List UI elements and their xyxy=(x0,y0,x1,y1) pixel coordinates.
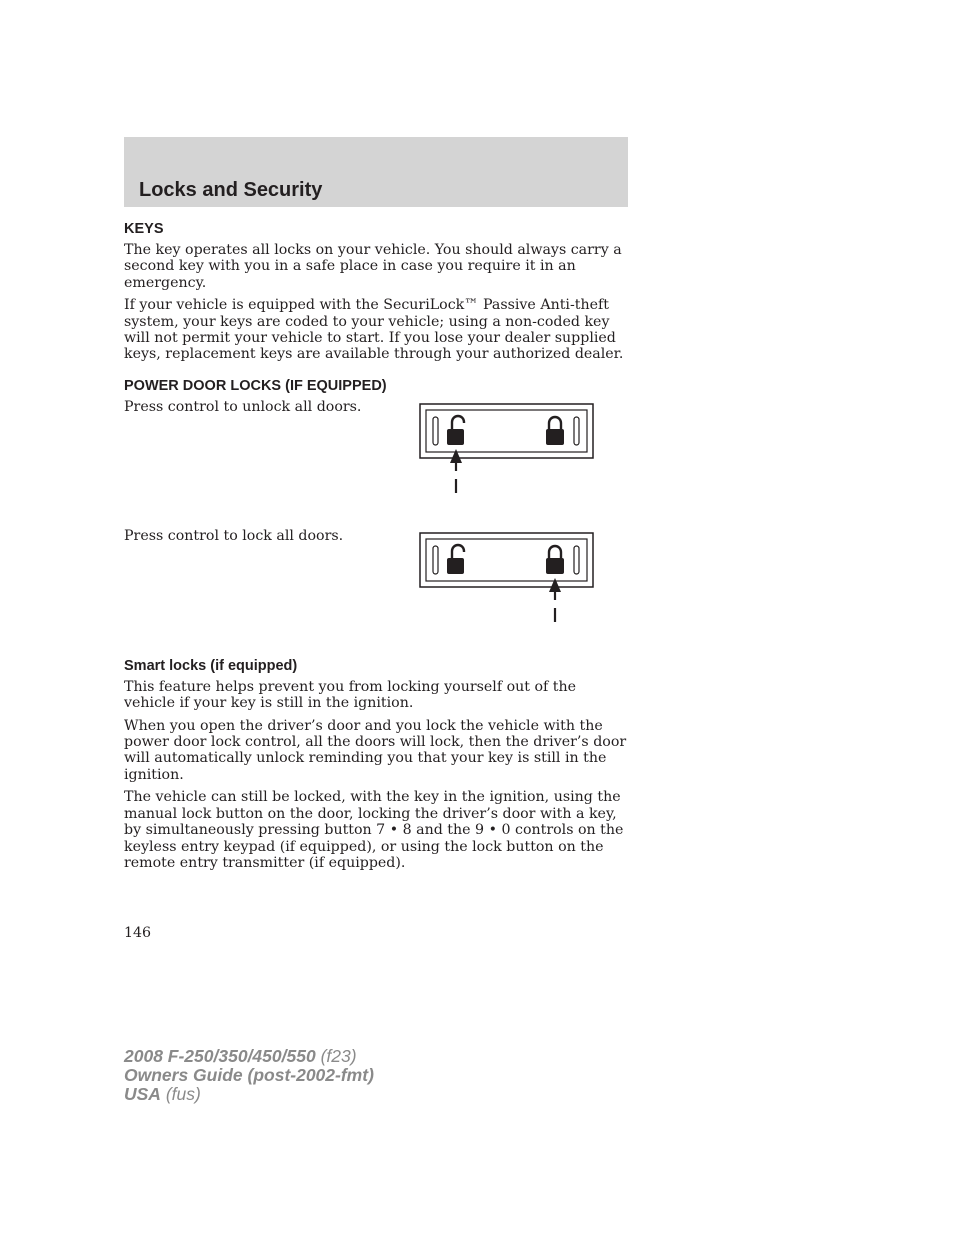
lock-switch-diagram xyxy=(419,532,595,628)
keys-paragraph-2: If your vehicle is equipped with the SecuriLock™ Passive Anti-theft system, your keys are coded to your vehicle; using a non-coded key will not permit your vehicle to start. If you lose your dealer supplied keys, replacement keys are available through your authorized dealer. xyxy=(124,297,624,363)
page-number: 146 xyxy=(124,925,152,941)
unlocked-padlock-icon xyxy=(447,416,464,445)
document-footer xyxy=(124,1047,374,1104)
footer-line-2 xyxy=(124,1066,374,1085)
footer-line-3 xyxy=(124,1085,374,1104)
unlocked-padlock-icon xyxy=(447,545,464,574)
arrow-up-icon xyxy=(450,449,462,493)
unlock-caption: Press control to unlock all doors. xyxy=(124,398,362,415)
footer-guide: Owners Guide (post-2002-fmt) xyxy=(124,1065,374,1085)
unlock-figure-row xyxy=(124,399,628,528)
smart-locks-paragraph-1: This feature helps prevent you from locking yourself out of the vehicle if your key is still in the ignition. xyxy=(124,678,577,712)
footer-line-1 xyxy=(124,1047,374,1066)
footer-market-code: (fus) xyxy=(165,1084,201,1104)
power-door-locks-heading: POWER DOOR LOCKS (IF EQUIPPED) xyxy=(124,377,387,394)
smart-locks-paragraph-2: When you open the driver’s door and you lock the vehicle with the power door lock control, all the doors will lock, then the driver’s door will automatically unlock reminding you that your key is still in the ignition. xyxy=(124,717,627,783)
unlock-switch-diagram xyxy=(419,403,595,499)
smart-locks-heading: Smart locks (if equipped) xyxy=(124,657,298,674)
smart-locks-paragraph-3: The vehicle can still be locked, with the key in the ignition, using the manual lock button on the door, locking the driver’s door with a key, by simultaneously pressing button 7 • 8 and the 9 • 0 controls on the keyless entry keypad (if equipped), or using the lock button on the remote entry transmitter (if equipped). xyxy=(124,789,624,871)
locked-padlock-icon xyxy=(546,417,564,445)
arrow-up-icon xyxy=(549,578,561,622)
footer-market: USA xyxy=(124,1084,161,1104)
keys-paragraph-1: The key operates all locks on your vehicle. You should always carry a second key with you in a safe place in case you require it in an emergency. xyxy=(124,242,622,291)
lock-caption: Press control to lock all doors. xyxy=(124,527,344,544)
footer-model: 2008 F-250/350/450/550 xyxy=(124,1046,316,1066)
keys-heading: KEYS xyxy=(124,221,164,237)
page-content xyxy=(124,220,628,877)
footer-model-code: (f23) xyxy=(320,1046,357,1066)
locked-padlock-icon xyxy=(546,546,564,574)
lock-figure-row xyxy=(124,528,628,657)
chapter-title: Locks and Security xyxy=(139,179,323,201)
